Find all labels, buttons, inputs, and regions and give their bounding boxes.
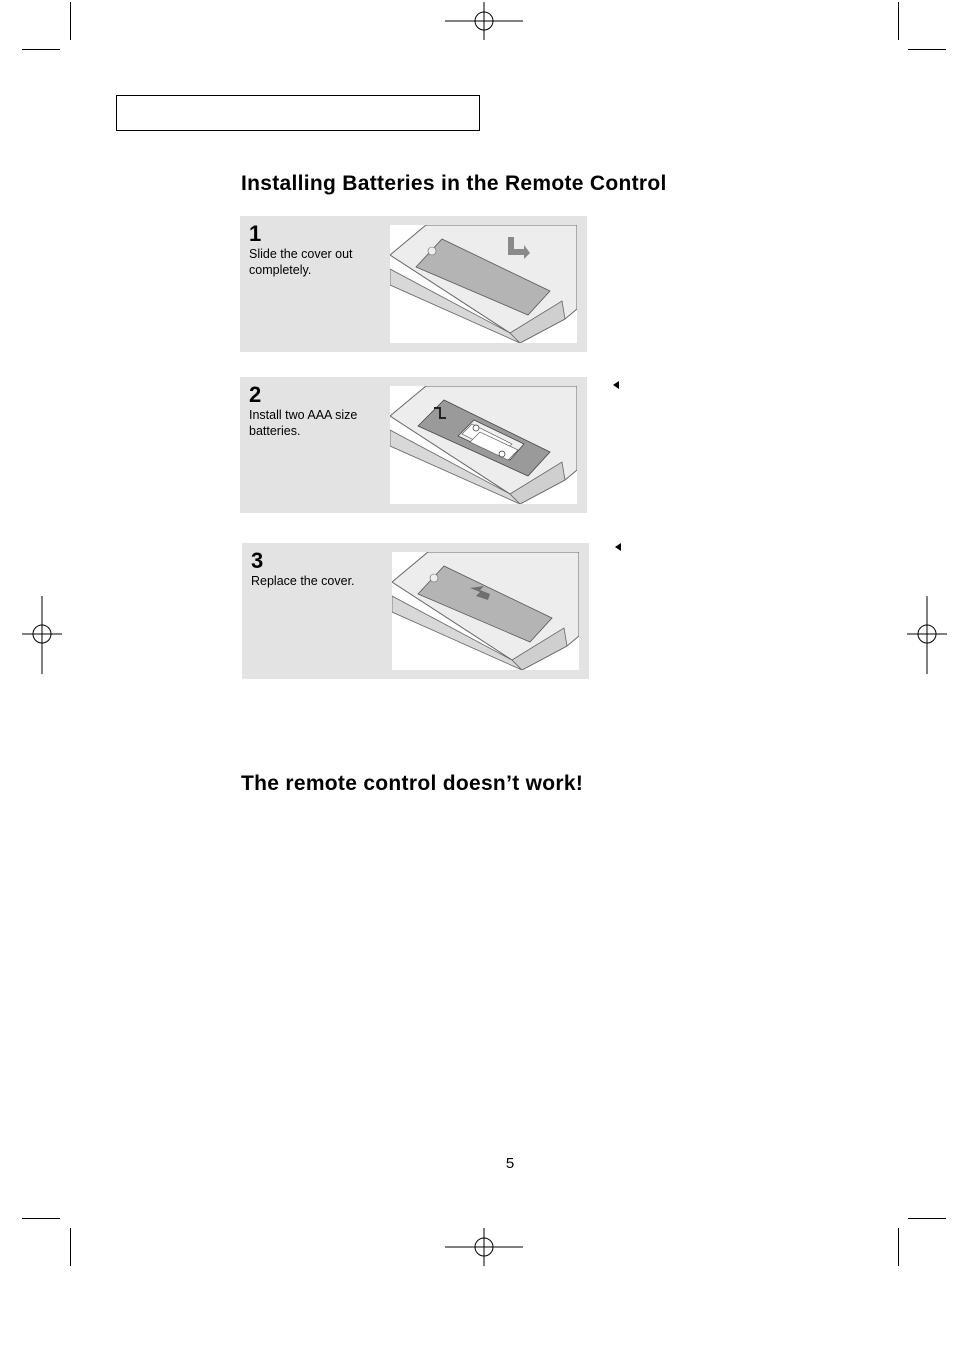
remote-battery-install-illustration xyxy=(390,386,577,504)
step-panel-1 xyxy=(240,216,587,352)
step-number: 2 xyxy=(249,382,262,407)
note-bullet-icon xyxy=(613,381,619,389)
section-title-installing-batteries: Installing Batteries in the Remote Control xyxy=(241,172,667,195)
remote-cover-removal-illustration xyxy=(390,225,577,343)
step-text: Slide the cover out completely. xyxy=(249,247,353,277)
section-title-remote-not-working: The remote control doesn’t work! xyxy=(241,772,584,795)
step-number: 3 xyxy=(251,548,264,573)
step-panel-2 xyxy=(240,377,587,513)
page-number: 5 xyxy=(505,1155,515,1172)
step-text: Replace the cover. xyxy=(251,574,355,588)
step-number: 1 xyxy=(249,221,262,246)
step-panel-3 xyxy=(242,543,589,679)
header-box xyxy=(116,95,480,131)
note-bullet-icon xyxy=(615,543,621,551)
registration-mark-right xyxy=(907,596,947,674)
remote-cover-replace-illustration xyxy=(392,552,579,670)
registration-mark-bottom xyxy=(445,1228,523,1266)
registration-mark-top xyxy=(445,2,523,40)
registration-mark-left xyxy=(22,596,62,674)
step-text: Install two AAA size batteries. xyxy=(249,408,358,438)
